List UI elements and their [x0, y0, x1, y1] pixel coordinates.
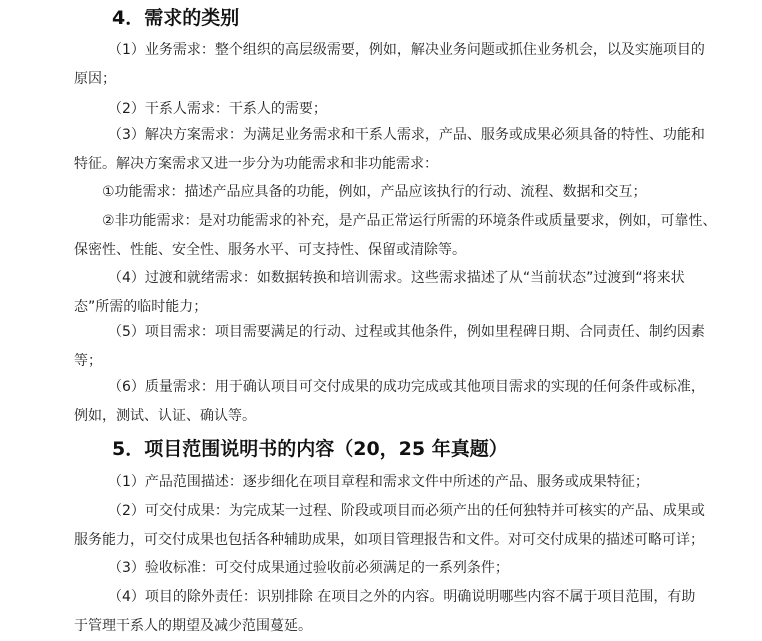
- scope-item-acceptance-criteria: [74, 554, 704, 583]
- req-item-transition-line2: 态”所需的临时能力；: [74, 299, 208, 315]
- scope-item-exclusions: [74, 583, 704, 641]
- scope-item-product-description: [74, 468, 704, 497]
- scope-item-exclusions-line1: （4）项目的除外责任：识别排除 在项目之外的内容。明确说明哪些内容不属于项目范围，有助: [108, 589, 696, 605]
- req-item-solution-line1: （3）解决方案需求：为满足业务需求和干系人需求，产品、服务或成果必须具备的特性、功能和: [108, 127, 705, 143]
- req-item-project-line1: （5）项目需求：项目需要满足的行动、过程或其他条件，例如里程碑日期、合同责任、制约因素: [108, 324, 705, 340]
- req-item-stakeholder: [74, 95, 704, 124]
- scope-item-deliverables-line1: （2）可交付成果：为完成某一过程、阶段或项目而必须产出的任何独特并可核实的产品、成果或: [108, 503, 705, 519]
- req-item-business: [74, 36, 704, 94]
- scope-item-acceptance-criteria-line1: （3）验收标准：可交付成果通过验收前必须满足的一系列条件；: [108, 560, 509, 576]
- scope-item-deliverables-line2: 服务能力，可交付成果也包括各种辅助成果，如项目管理报告和文件。对可交付成果的描述可略可详；: [74, 532, 704, 548]
- req-item-quality-line2: 例如，测试、认证、确认等。: [74, 408, 256, 424]
- req-item-business-line2: 原因；: [74, 71, 116, 87]
- req-item-project-line2: 等；: [74, 353, 102, 369]
- req-item-solution-line2: 特征。解决方案需求又进一步分为功能需求和非功能需求：: [74, 156, 438, 172]
- req-item-quality-line1: （6）质量需求：用于确认项目可交付成果的成功完成或其他项目需求的实现的任何条件或标准，: [108, 379, 705, 395]
- scope-item-product-description-line1: （1）产品范围描述：逐步细化在项目章程和需求文件中所述的产品、服务或成果特征；: [108, 474, 649, 490]
- section-5-heading: 5．项目范围说明书的内容（20，25 年真题）: [112, 438, 508, 460]
- section-4-heading: 4．需求的类别: [112, 7, 240, 29]
- req-item-business-line1: （1）业务需求：整个组织的高层级需要，例如，解决业务问题或抓住业务机会，以及实施项目的: [108, 42, 705, 58]
- req-subitem-nonfunctional-line1: ②非功能需求：是对功能需求的补充，是产品正常运行所需的环境条件或质量要求，例如，可靠性、: [102, 213, 717, 229]
- req-subitem-nonfunctional-line2: 保密性、性能、安全性、服务水平、可支持性、保留或清除等。: [74, 242, 466, 258]
- req-item-solution: [74, 121, 704, 179]
- scope-item-deliverables: [74, 497, 704, 555]
- req-subitem-functional: [74, 178, 704, 207]
- req-item-stakeholder-line1: （2）干系人需求：干系人的需要；: [108, 101, 327, 117]
- req-item-project: [74, 318, 704, 376]
- req-item-transition: [74, 264, 704, 322]
- scope-item-exclusions-line2: 于管理干系人的期望及减少范围蔓延。: [74, 618, 312, 634]
- req-subitem-functional-line1: ①功能需求：描述产品应具备的功能，例如，产品应该执行的行动、流程、数据和交互；: [102, 184, 647, 200]
- req-item-quality: [74, 373, 704, 431]
- req-item-transition-line1: （4）过渡和就绪需求：如数据转换和培训需求。这些需求描述了从“当前状态”过渡到“将来状: [108, 270, 685, 286]
- req-subitem-nonfunctional: [74, 207, 717, 265]
